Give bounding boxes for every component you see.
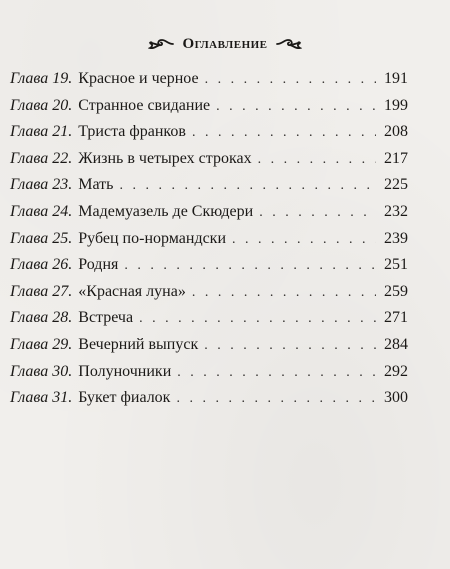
page-number: 225 bbox=[384, 176, 408, 194]
toc-entry[interactable] bbox=[10, 66, 408, 93]
chapter-title: Полуночники bbox=[78, 362, 172, 380]
chapter-number: Глава 31. bbox=[10, 389, 73, 407]
page-number: 199 bbox=[384, 96, 408, 114]
toc-entry[interactable] bbox=[10, 146, 408, 173]
page-number: 259 bbox=[384, 282, 408, 300]
chapter-number: Глава 23. bbox=[10, 176, 73, 194]
toc-entry[interactable] bbox=[10, 305, 408, 332]
dot-leader bbox=[139, 306, 376, 333]
toc-heading bbox=[0, 33, 450, 55]
chapter-number: Глава 22. bbox=[10, 149, 73, 167]
page-number: 300 bbox=[384, 389, 408, 407]
chapter-title: Вечерний выпуск bbox=[78, 335, 199, 353]
toc-entry[interactable] bbox=[10, 226, 408, 253]
toc-entry[interactable] bbox=[10, 199, 408, 226]
page-number: 217 bbox=[384, 149, 408, 167]
chapter-number: Глава 28. bbox=[10, 309, 73, 327]
chapter-number: Глава 25. bbox=[10, 229, 73, 247]
page-number: 232 bbox=[384, 202, 408, 220]
page-number: 239 bbox=[384, 229, 408, 247]
chapter-number: Глава 29. bbox=[10, 335, 73, 353]
page-number: 292 bbox=[384, 362, 408, 380]
chapter-title: Триста франков bbox=[78, 123, 186, 141]
flourish-left-icon bbox=[148, 37, 174, 51]
toc-entry[interactable] bbox=[10, 359, 408, 386]
toc-entry[interactable] bbox=[10, 385, 408, 412]
page-number: 271 bbox=[384, 309, 408, 327]
dot-leader bbox=[205, 67, 376, 94]
chapter-title: Рубец по-нормандски bbox=[78, 229, 227, 247]
page-number: 251 bbox=[384, 256, 408, 274]
chapter-number: Глава 27. bbox=[10, 282, 73, 300]
page-title: Оглавление bbox=[182, 35, 268, 52]
chapter-title: Встреча bbox=[78, 309, 134, 327]
toc-entry[interactable] bbox=[10, 252, 408, 279]
dot-leader bbox=[258, 147, 376, 174]
dot-leader bbox=[119, 173, 376, 200]
chapter-number: Глава 20. bbox=[10, 96, 73, 114]
page-number: 284 bbox=[384, 335, 408, 353]
chapter-title: Жизнь в четырех строках bbox=[78, 149, 252, 167]
page-number: 208 bbox=[384, 123, 408, 141]
toc-entry[interactable] bbox=[10, 93, 408, 120]
dot-leader bbox=[216, 94, 376, 121]
table-of-contents bbox=[10, 66, 408, 412]
chapter-number: Глава 30. bbox=[10, 362, 73, 380]
dot-leader bbox=[204, 333, 376, 360]
toc-entry[interactable] bbox=[10, 119, 408, 146]
chapter-number: Глава 21. bbox=[10, 123, 73, 141]
chapter-title: Родня bbox=[78, 256, 119, 274]
dot-leader bbox=[177, 360, 376, 387]
toc-entry[interactable] bbox=[10, 332, 408, 359]
dot-leader bbox=[192, 280, 376, 307]
dot-leader bbox=[176, 386, 376, 413]
chapter-title: Странное свидание bbox=[78, 96, 211, 114]
chapter-number: Глава 19. bbox=[10, 70, 73, 87]
chapter-number: Глава 26. bbox=[10, 256, 73, 274]
flourish-right-icon bbox=[276, 37, 302, 51]
toc-entry[interactable] bbox=[10, 172, 408, 199]
dot-leader bbox=[192, 120, 376, 147]
chapter-title: Красное и черное bbox=[78, 70, 199, 87]
chapter-title: «Красная луна» bbox=[78, 282, 186, 300]
dot-leader bbox=[259, 200, 376, 227]
dot-leader bbox=[232, 227, 376, 254]
chapter-number: Глава 24. bbox=[10, 202, 73, 220]
chapter-title: Мать bbox=[78, 176, 114, 194]
chapter-title: Букет фиалок bbox=[78, 389, 171, 407]
chapter-title: Мадемуазель де Скюдери bbox=[78, 202, 254, 220]
toc-entry[interactable] bbox=[10, 279, 408, 306]
page-number: 191 bbox=[384, 70, 408, 87]
dot-leader bbox=[124, 253, 376, 280]
